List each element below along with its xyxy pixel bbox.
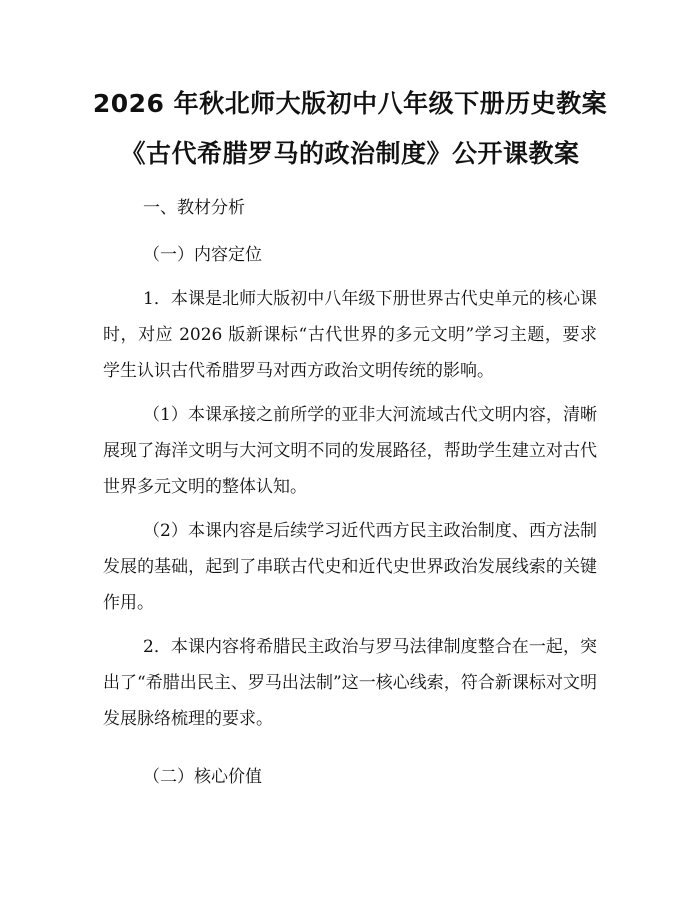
paragraph-1-sub-1: （1）本课承接之前所学的亚非大河流域古代文明内容，清晰展现了海洋文明与大河文明不同的发展路径，帮助学生建立对古代世界多元文明的整体认知。 <box>103 405 597 497</box>
paragraph-1-sub-2: （2）本课内容是后续学习近代西方民主政治制度、西方法制发展的基础，起到了串联古代史和近代史世界政治发展线索的关键作用。 <box>103 521 597 613</box>
document-title-line-2: 《古代希腊罗马的政治制度》公开课教案 <box>120 139 580 168</box>
subsection-heading-content-positioning: （一）内容定位 <box>143 245 262 265</box>
subsection-heading-core-value: （二）核心价值 <box>143 767 262 787</box>
paragraph-1: 1．本课是北师大版初中八年级下册世界古代史单元的核心课时，对应 2026 版新课标“古代世界的多元文明”学习主题，要求学生认识古代希腊罗马对西方政治文明传统的影响。 <box>103 289 597 381</box>
paragraph-2: 2．本课内容将希腊民主政治与罗马法律制度整合在一起，突出了“希腊出民主、罗马出法制”这一核心线索，符合新课标对文明发展脉络梳理的要求。 <box>103 637 597 729</box>
document-title-line-1: 2026 年秋北师大版初中八年级下册历史教案 <box>92 89 608 118</box>
section-heading-textbook-analysis: 一、教材分析 <box>143 198 245 218</box>
